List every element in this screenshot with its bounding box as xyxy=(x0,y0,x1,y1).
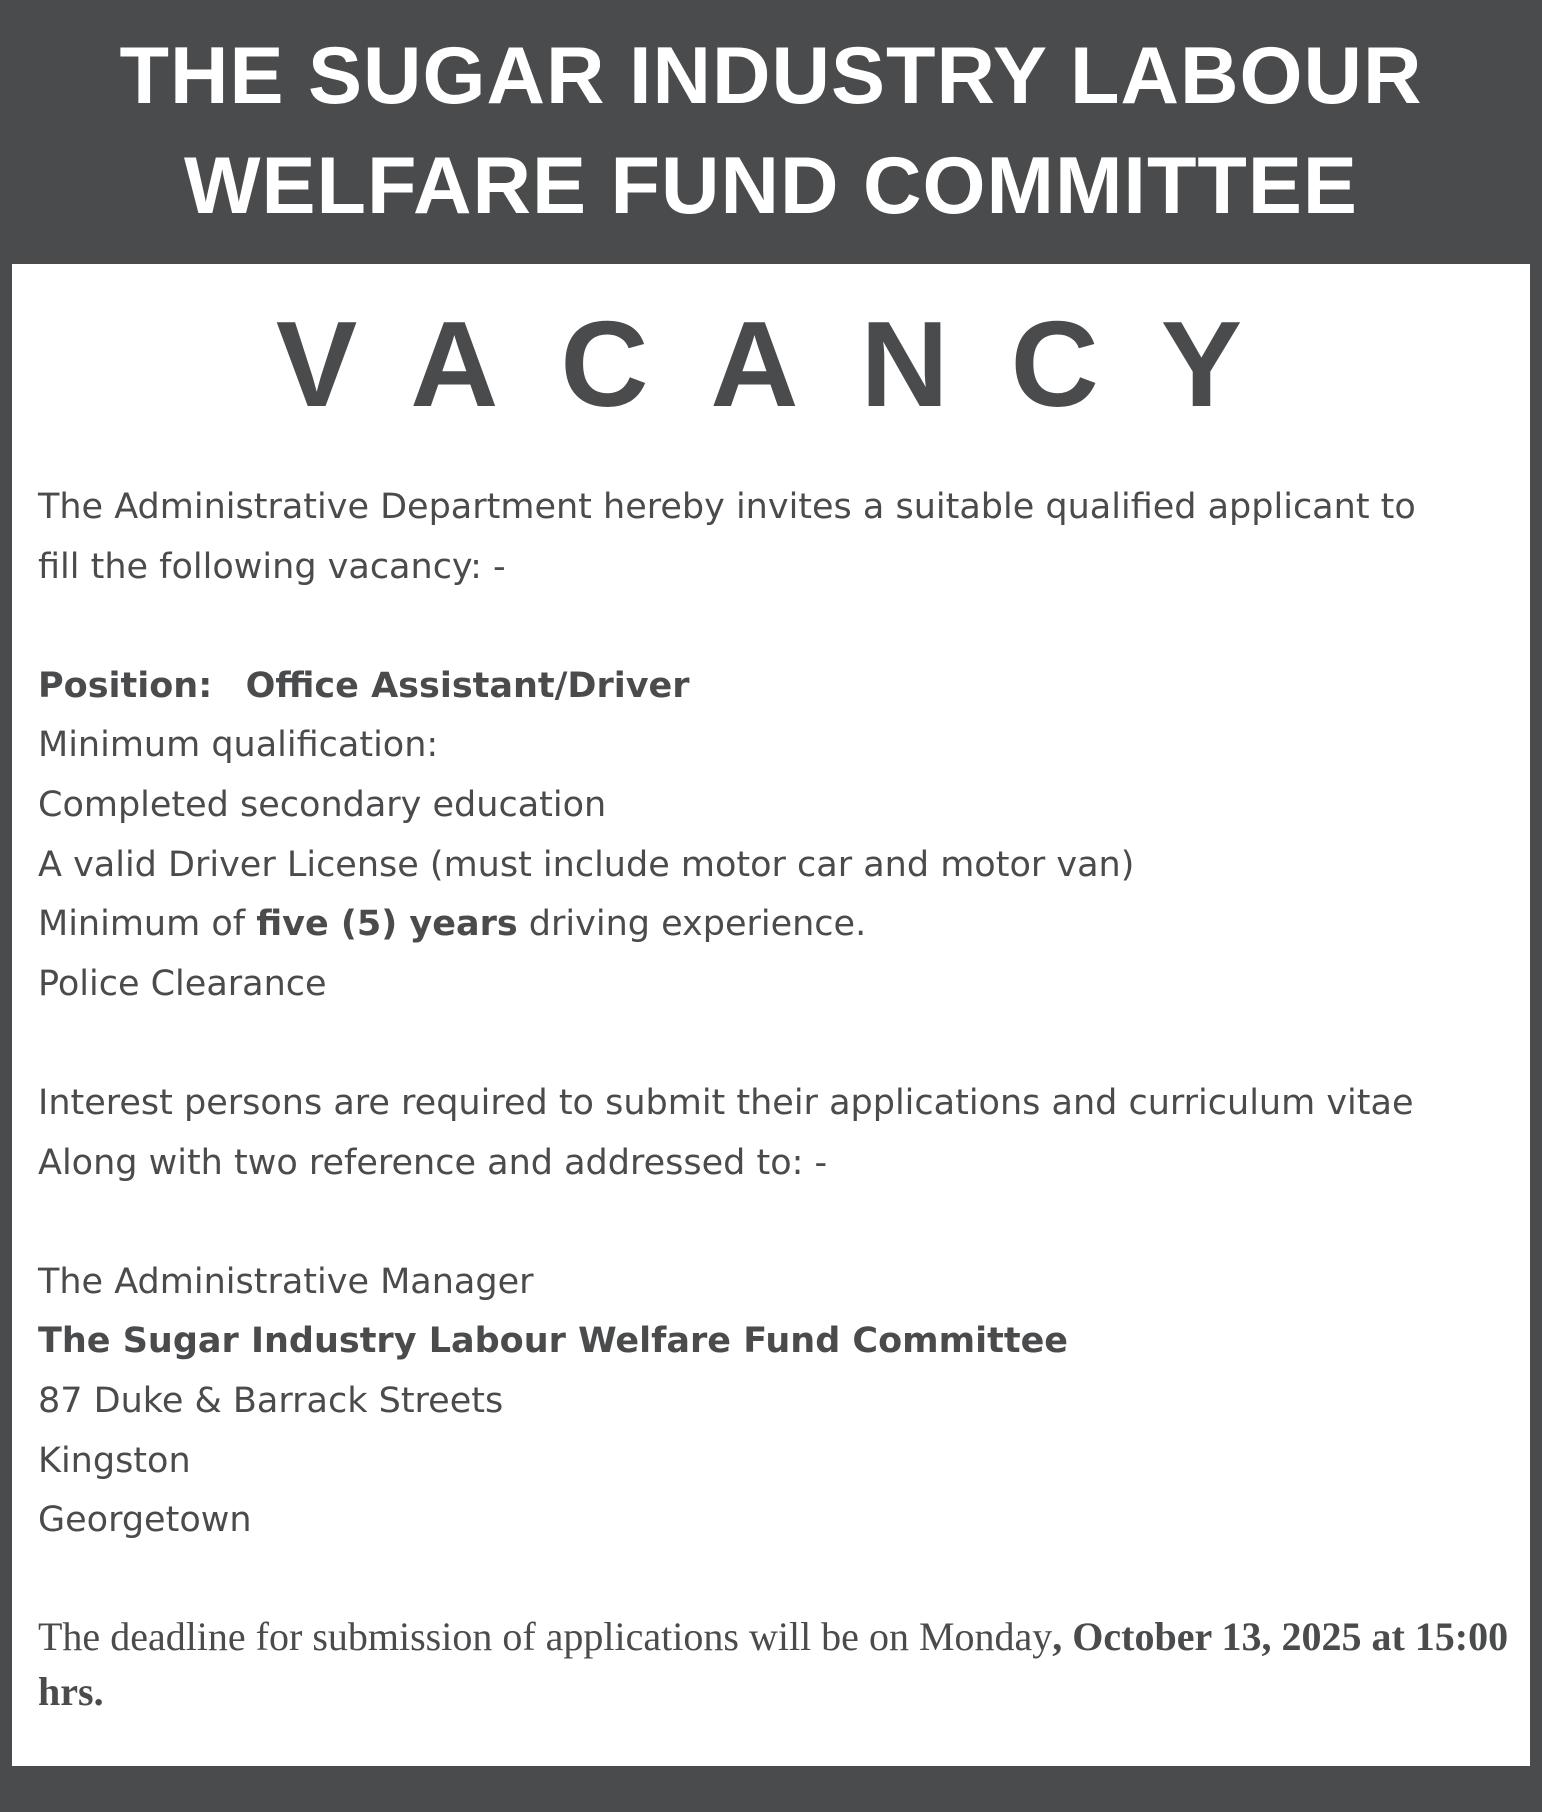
intro-line-2: fill the following vacancy: - xyxy=(38,546,506,587)
spacer xyxy=(38,597,1518,657)
instructions-line-1: Interest persons are required to submit their applications and curriculum vitae xyxy=(38,1082,1414,1123)
deadline-prefix: The deadline for submission of applications will be on Monday xyxy=(38,1614,1053,1659)
qualification-item-3 xyxy=(38,895,1518,955)
qualification-item-1: Completed secondary education xyxy=(38,784,607,825)
position-label: Position: xyxy=(38,665,213,706)
intro-line-1: The Administrative Department hereby invites a suitable qualified applicant to xyxy=(38,487,1416,527)
header-title-line-1: THE SUGAR INDUSTRY LABOUR xyxy=(119,31,1423,121)
instructions-line-2: Along with two reference and addressed to: - xyxy=(38,1142,828,1183)
address-area: Kingston xyxy=(38,1440,191,1481)
address-city: Georgetown xyxy=(38,1500,252,1541)
qualification-item-4: Police Clearance xyxy=(38,963,327,1004)
deadline-text xyxy=(38,1609,1518,1719)
address-recipient: The Administrative Manager xyxy=(38,1261,534,1302)
qualification-title: Minimum qualification: xyxy=(38,725,439,766)
spacer xyxy=(38,1193,1518,1253)
notice-body xyxy=(38,478,1518,1551)
header-title-line-2: WELFARE FUND COMMITTEE xyxy=(184,141,1358,231)
experience-years: five (5) years xyxy=(256,904,518,945)
qualification-item-2: A valid Driver License (must include motor car and motor van) xyxy=(38,844,1135,885)
position-value: Office Assistant/Driver xyxy=(245,665,690,706)
header-banner xyxy=(0,0,1542,262)
address-organization: The Sugar Industry Labour Welfare Fund Committee xyxy=(38,1321,1069,1362)
deadline-date: , October 13, 2025 at 15:00 hrs. xyxy=(38,1614,1509,1714)
notice-panel xyxy=(12,264,1530,1766)
address-street: 87 Duke & Barrack Streets xyxy=(38,1380,504,1421)
vacancy-heading: VACANCY xyxy=(275,296,1305,432)
spacer xyxy=(38,1014,1518,1074)
experience-suffix: driving experience. xyxy=(517,904,867,945)
position-row xyxy=(38,657,1518,717)
experience-prefix: Minimum of xyxy=(38,904,257,945)
